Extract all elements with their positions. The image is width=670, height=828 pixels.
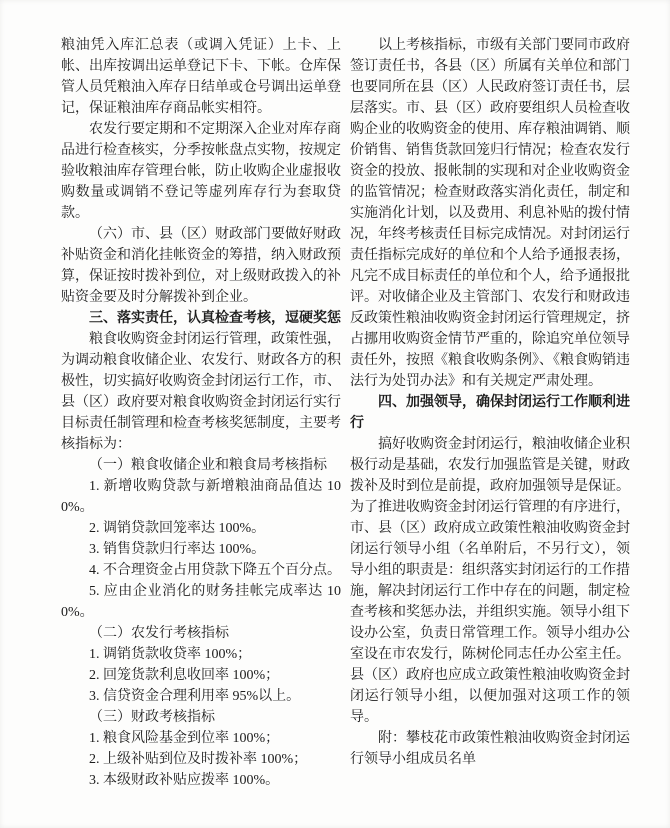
subheading-adbc-indicators: （二）农发行考核指标 (89, 626, 229, 641)
paragraph-leading-group: 搞好收购资金封闭运行，粮油收储企业积极行动是基础，农发行加强监管是关键，财政拨补及时到位是前提，政府加强领导是保证。为了推进收购资金封闭运行管理的有序进行，市、县（区）政府成立政策性粮油收购资金封闭运行领导小组（名单附后，不另行文），领导小组的职责是：组织落实封闭运行的工作措施，解决封闭运行工作中存在的问题，制定检查考核和奖惩办法，并组织实施。领导小组下设办公室，负责日常管理工作。领导小组办公室设在市农发行，陈树伦同志任办公室主任。县（区）政府也应成立政策性粮油收购资金封闭运行领导小组，以便加强对这项工作的领导。 (350, 437, 630, 725)
paragraph-finance-subsidy-item-6: （六）市、县（区）财政部门要做好财政补贴资金和消化挂帐资金的筹措，纳入财政预算，保证按时拨补到位，对上级财政拨入的补贴资金要及时分解拨补到企业。 (61, 227, 341, 305)
paragraph-attachment-note: 附：攀枝花市政策性粮油收购资金封闭运行领导小组成员名单 (350, 731, 630, 767)
subheading-grain-enterprise-indicators: （一）粮食收储企业和粮食局考核指标 (89, 458, 327, 473)
finance-indicator-2: 2. 上级补贴到位及时拨补率 100%； (89, 752, 308, 767)
paragraph-adbc-inspection: 农发行要定期和不定期深入企业对库存商品进行检查核实，分季按帐盘点实物，按规定验收粮油库存管理台帐，防止收购企业虚报收购数量或调销不登记等虚列库存行为套取贷款。 (61, 122, 341, 221)
grain-indicator-3: 3. 销售贷款归行率达 100%。 (89, 542, 266, 557)
grain-indicator-5: 5. 应由企业消化的财务挂帐完成率达 100%。 (61, 584, 341, 620)
right-column (350, 35, 630, 791)
left-column (61, 35, 341, 791)
paragraph-responsibility-assessment: 以上考核指标，市级有关部门要同市政府签订责任书，各县（区）所属有关单位和部门也要同所在县（区）人民政府签订责任书，层层落实。市、县（区）政府要组织人员检查收购企业的收购资金的使用、库存粮油调销、顺价销售、销售货款回笼归行情况；检查农发行资金的投放、报帐制的实现和对企业收购资金的监管情况；检查财政落实消化责任，制定和实施消化计划，以及费用、利息补贴的拨付情况，年终考核责任目标完成情况。对封闭运行责任指标完成好的单位和个人给予通报表扬，凡完不成目标责任的单位和个人，给予通报批评。对收储企业及主管部门、农发行和财政违反政策性粮油收购资金封闭运行管理规定，挤占挪用收购资金情节严重的，除追究单位领导责任外，按照《粮食收购条例》、《粮食购销违法行为处罚办法》和有关规定严肃处理。 (350, 38, 630, 389)
grain-indicator-1: 1. 新增收购贷款与新增粮油商品值达 100%。 (61, 479, 341, 515)
paragraph-storage-ledger-continuation: 粮油凭入库汇总表（或调入凭证）上卡、上帐、出库按调出运单登记下卡、下帐。仓库保管人员凭粮油入库存日结单或仓号调出运单登记，保证粮油库存商品帐实相符。 (61, 38, 341, 116)
adbc-indicator-2: 2. 回笼货款利息收回率 100%； (89, 668, 280, 683)
finance-indicator-3: 3. 本级财政补贴应拨率 100%。 (89, 773, 280, 788)
finance-indicator-1: 1. 粮食风险基金到位率 100%； (89, 731, 280, 746)
section-heading-3: 三、落实责任，认真检查考核，逗硬奖惩 (89, 311, 341, 326)
adbc-indicator-1: 1. 调销货款收贷率 100%； (89, 647, 252, 662)
section-heading-4: 四、加强领导，确保封闭运行工作顺利进行 (350, 395, 630, 431)
adbc-indicator-3: 3. 信贷资金合理利用率 95%以上。 (89, 689, 301, 704)
grain-indicator-2: 2. 调销贷款回笼率达 100%。 (89, 521, 266, 536)
grain-indicator-4: 4. 不合理资金占用贷款下降五个百分点。 (89, 563, 341, 578)
subheading-finance-indicators: （三）财政考核指标 (89, 710, 215, 725)
paragraph-section-3-intro: 粮食收购资金封闭运行管理，政策性强，为调动粮食收储企业、农发行、财政各方的积极性，切实搞好收购资金封闭运行工作，市、县（区）政府要对粮食收购资金封闭运行实行目标责任制管理和检查考核奖惩制度，主要考核指标为： (61, 332, 341, 452)
